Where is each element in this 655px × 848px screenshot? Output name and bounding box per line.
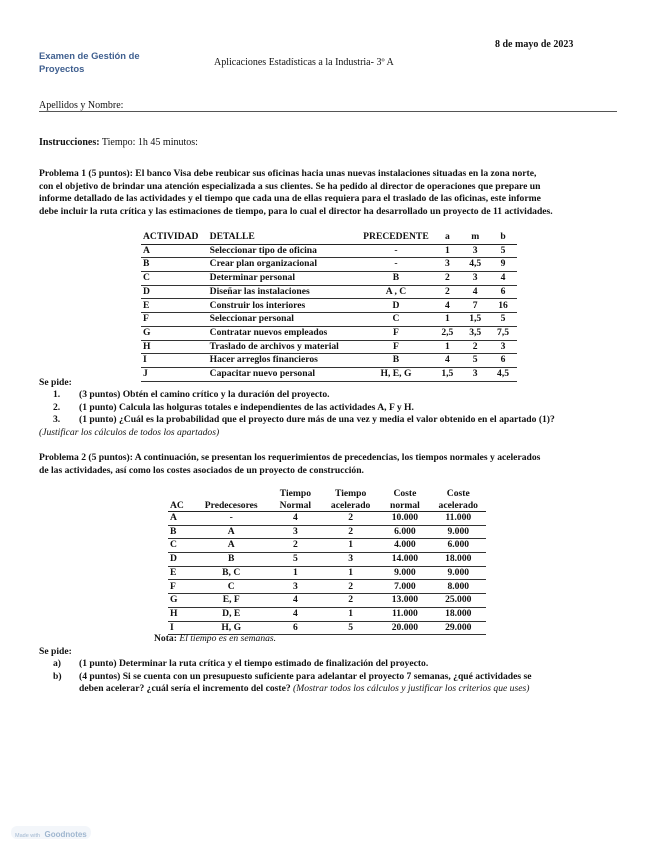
activity-cell-m: 5 [461, 354, 489, 368]
activity-cell-precedente: D [358, 299, 433, 313]
cost-cell-tiempo-acelerado: 2 [322, 512, 379, 526]
activity-cell-actividad: A [141, 244, 208, 258]
cost-cell-ac: E [168, 566, 194, 580]
activity-cell-precedente: B [358, 272, 433, 286]
activity-cell-a: 1 [433, 244, 461, 258]
activity-cell-m: 2 [461, 340, 489, 354]
question-2-text: (1 punto) Calcula las holguras totales e independientes de las actividades A, F y H. [79, 401, 414, 413]
activity-cell-b: 5 [489, 313, 517, 327]
question-b [39, 671, 639, 684]
cost-cell-ac: I [168, 621, 194, 635]
problem2-se-pide: Se pide: [39, 646, 72, 657]
activity-row [141, 340, 517, 354]
cost-cell-ac: G [168, 594, 194, 608]
activity-cell-actividad: E [141, 299, 208, 313]
cost-row [168, 594, 486, 608]
cost-cell-tiempo-acelerado: 3 [322, 553, 379, 567]
activity-row [141, 244, 517, 258]
question-1-num: 1. [53, 389, 61, 400]
cost-cell-tiempo-normal: 5 [269, 553, 322, 567]
exam-date: 8 de mayo de 2023 [495, 39, 574, 50]
activity-cell-detalle: Diseñar las instalaciones [208, 285, 359, 299]
activity-cell-detalle: Hacer arreglos financieros [208, 354, 359, 368]
cost-cell-coste-acelerado: 8.000 [431, 580, 486, 594]
activity-cell-precedente: C [358, 313, 433, 327]
activity-cell-actividad: B [141, 258, 208, 272]
cost-cell-tiempo-acelerado: 1 [322, 539, 379, 553]
cost-cell-tiempo-acelerado: 5 [322, 621, 379, 635]
cost-row [168, 607, 486, 621]
col-predecesores: Predecesores [194, 488, 269, 512]
col-coste-acelerado: Coste acelerado [431, 488, 486, 512]
activity-cell-m: 7 [461, 299, 489, 313]
activity-cell-detalle: Construir los interiores [208, 299, 359, 313]
question-2-num: 2. [53, 401, 61, 413]
activity-cell-a: 2 [433, 285, 461, 299]
activity-cell-precedente: H, E, G [358, 367, 433, 381]
cost-cell-ac: F [168, 580, 194, 594]
cost-cell-coste-acelerado: 9.000 [431, 525, 486, 539]
cost-cell-coste-normal: 13.000 [379, 594, 430, 608]
activity-cell-a: 2,5 [433, 326, 461, 340]
activity-cell-actividad: J [141, 367, 208, 381]
cost-cell-coste-normal: 11.000 [379, 607, 430, 621]
activity-cell-b: 7,5 [489, 326, 517, 340]
activity-row [141, 313, 517, 327]
activity-cell-detalle: Seleccionar tipo de oficina [208, 244, 359, 258]
activities-table-header [141, 231, 517, 244]
cost-cell-predecesores: B, C [194, 566, 269, 580]
costs-table-header [168, 488, 486, 512]
cost-row [168, 553, 486, 567]
cost-cell-coste-normal: 6.000 [379, 525, 430, 539]
problem2-questions [39, 658, 639, 696]
activity-cell-actividad: H [141, 340, 208, 354]
cost-cell-coste-acelerado: 11.000 [431, 512, 486, 526]
cost-cell-coste-acelerado: 29.000 [431, 621, 486, 635]
activity-cell-precedente: F [358, 340, 433, 354]
cost-cell-coste-acelerado: 6.000 [431, 539, 486, 553]
cost-cell-tiempo-acelerado: 2 [322, 580, 379, 594]
cost-cell-predecesores: E, F [194, 594, 269, 608]
problem2-note [154, 633, 276, 646]
cost-cell-predecesores: B [194, 553, 269, 567]
activity-cell-a: 1 [433, 340, 461, 354]
course-title: Aplicaciones Estadísticas a la Industria- 3º A [214, 57, 394, 68]
problem1-heading: Problema 1 (5 puntos): [39, 168, 133, 179]
cost-row [168, 525, 486, 539]
exam-title [39, 49, 140, 75]
cost-cell-coste-normal: 10.000 [379, 512, 430, 526]
activity-cell-m: 4 [461, 285, 489, 299]
question-b-line1: (4 puntos) Si se cuenta con un presupuesto suficiente para adelantar el proyecto 7 semanas, ¿qué actividades se [79, 670, 532, 682]
cost-cell-coste-acelerado: 18.000 [431, 553, 486, 567]
instructions-time: Tiempo: 1h 45 minutos: [101, 137, 198, 148]
cost-cell-coste-acelerado: 25.000 [431, 594, 486, 608]
col-ac: AC [168, 488, 194, 512]
question-a-text: (1 punto) Determinar la ruta crítica y el tiempo estimado de finalización del proyecto. [79, 658, 429, 669]
activity-cell-detalle: Capacitar nuevo personal [208, 367, 359, 381]
activity-cell-m: 4,5 [461, 258, 489, 272]
cost-cell-coste-normal: 4.000 [379, 539, 430, 553]
col-b: b [489, 231, 517, 244]
activity-cell-b: 4 [489, 272, 517, 286]
activity-cell-actividad: C [141, 272, 208, 286]
problem2-note-text: El tiempo es en semanas. [179, 633, 277, 644]
activity-cell-b: 5 [489, 244, 517, 258]
cost-row [168, 512, 486, 526]
cost-cell-coste-normal: 20.000 [379, 621, 430, 635]
activity-cell-b: 4,5 [489, 367, 517, 381]
activity-cell-m: 1,5 [461, 313, 489, 327]
activity-cell-b: 9 [489, 258, 517, 272]
activity-cell-b: 16 [489, 299, 517, 313]
question-1-text: (3 puntos) Obtén el camino crítico y la duración del proyecto. [79, 389, 330, 400]
activity-row [141, 258, 517, 272]
goodnotes-watermark [11, 826, 91, 839]
activity-cell-precedente: - [358, 258, 433, 272]
name-label: Apellidos y Nombre: [39, 100, 124, 111]
exam-title-line2: Proyectos [39, 63, 85, 74]
problem1-text-l3: informe detallado de las actividades y el tiempo que cada una de ellas requiera para el traslado de las oficinas, este informe [39, 193, 541, 204]
cost-cell-ac: H [168, 607, 194, 621]
activity-cell-actividad: F [141, 313, 208, 327]
cost-cell-coste-normal: 9.000 [379, 566, 430, 580]
cost-row [168, 580, 486, 594]
activity-cell-detalle: Determinar personal [208, 272, 359, 286]
cost-cell-tiempo-normal: 4 [269, 607, 322, 621]
exam-title-line1: Examen de Gestión de [39, 50, 140, 61]
cost-cell-tiempo-acelerado: 1 [322, 607, 379, 621]
activity-cell-m: 3 [461, 272, 489, 286]
activity-cell-b: 3 [489, 340, 517, 354]
question-a [39, 658, 639, 671]
question-2 [39, 402, 639, 415]
activity-cell-m: 3 [461, 367, 489, 381]
cost-row [168, 566, 486, 580]
watermark-brand: Goodnotes [44, 830, 87, 839]
cost-cell-predecesores: C [194, 580, 269, 594]
activity-cell-actividad: I [141, 354, 208, 368]
cost-cell-predecesores: D, E [194, 607, 269, 621]
cost-cell-ac: C [168, 539, 194, 553]
problem2-heading: Problema 2 (5 puntos): [39, 452, 133, 463]
activity-cell-precedente: A , C [358, 285, 433, 299]
problem1-text-l4: debe incluir la ruta crítica y las estimaciones de tiempo, para lo cual el director ha desarrollado un proyecto de 11 actividades. [39, 205, 553, 217]
cost-cell-coste-normal: 14.000 [379, 553, 430, 567]
activity-cell-actividad: G [141, 326, 208, 340]
activity-cell-actividad: D [141, 285, 208, 299]
activity-cell-precedente: B [358, 354, 433, 368]
cost-cell-tiempo-normal: 6 [269, 621, 322, 635]
cost-cell-coste-normal: 7.000 [379, 580, 430, 594]
cost-cell-tiempo-acelerado: 2 [322, 525, 379, 539]
cost-cell-tiempo-normal: 3 [269, 525, 322, 539]
activity-cell-a: 2 [433, 272, 461, 286]
activity-cell-detalle: Traslado de archivos y material [208, 340, 359, 354]
question-b-line2: deben acelerar? ¿cuál sería el incremento del coste? [79, 683, 291, 694]
activity-cell-a: 4 [433, 354, 461, 368]
cost-cell-ac: D [168, 553, 194, 567]
col-tiempo-acelerado: Tiempo acelerado [322, 488, 379, 512]
cost-cell-tiempo-acelerado: 1 [322, 566, 379, 580]
problem1-questions [39, 389, 639, 427]
activity-cell-precedente: - [358, 244, 433, 258]
col-actividad: ACTIVIDAD [141, 231, 208, 244]
activity-cell-a: 1,5 [433, 367, 461, 381]
activity-cell-m: 3 [461, 244, 489, 258]
activity-row [141, 299, 517, 313]
cost-cell-predecesores: H, G [194, 621, 269, 635]
col-precedente: PRECEDENTE [358, 231, 433, 244]
question-3-num: 3. [53, 414, 61, 425]
question-3 [39, 414, 639, 427]
activity-cell-a: 3 [433, 258, 461, 272]
col-coste-normal: Coste normal [379, 488, 430, 512]
question-b-line2-italic: (Mostrar todos los cálculos y justificar los criterios que uses) [293, 683, 530, 694]
activity-cell-a: 4 [433, 299, 461, 313]
activity-cell-precedente: F [358, 326, 433, 340]
instructions-label: Instrucciones: [39, 137, 100, 148]
cost-cell-predecesores: A [194, 525, 269, 539]
question-b-num: b) [53, 670, 62, 682]
col-detalle: DETALLE [208, 231, 359, 244]
activity-cell-b: 6 [489, 354, 517, 368]
activity-row [141, 272, 517, 286]
cost-cell-tiempo-normal: 3 [269, 580, 322, 594]
cost-cell-tiempo-normal: 4 [269, 512, 322, 526]
watermark-made-with: Made with [15, 833, 41, 839]
problem1-se-pide: Se pide: [39, 377, 72, 388]
cost-cell-tiempo-acelerado: 2 [322, 594, 379, 608]
cost-cell-predecesores: - [194, 512, 269, 526]
problem2-statement [39, 452, 629, 477]
cost-cell-tiempo-normal: 2 [269, 539, 322, 553]
question-3-text: (1 punto) ¿Cuál es la probabilidad que el proyecto dure más de una vez y media el valor obtenido en el apartado (1)? [79, 414, 555, 425]
problem1-text-l2: con el objetivo de brindar una atención especializada a sus clientes. Se ha pedido al director de operaciones que prepare un [39, 180, 541, 192]
activity-cell-detalle: Contratar nuevos empleados [208, 326, 359, 340]
cost-cell-predecesores: A [194, 539, 269, 553]
problem1-note: (Justificar los cálculos de todos los apartados) [39, 427, 220, 438]
activity-row [141, 326, 517, 340]
problem2-text-l1: A continuación, se presentan los requerimientos de precedencias, los tiempos normales y acelerados [132, 452, 541, 463]
cost-cell-ac: B [168, 525, 194, 539]
activities-table [141, 231, 517, 382]
cost-cell-tiempo-normal: 4 [269, 594, 322, 608]
instructions [39, 137, 198, 148]
activity-row [141, 354, 517, 368]
cost-row [168, 539, 486, 553]
activity-row [141, 285, 517, 299]
question-1 [39, 389, 639, 402]
activity-cell-b: 6 [489, 285, 517, 299]
costs-table [168, 488, 486, 635]
cost-cell-coste-acelerado: 9.000 [431, 566, 486, 580]
problem1-statement [39, 168, 629, 218]
activity-cell-a: 1 [433, 313, 461, 327]
activity-cell-m: 3,5 [461, 326, 489, 340]
cost-cell-tiempo-normal: 1 [269, 566, 322, 580]
cost-cell-ac: A [168, 512, 194, 526]
col-tiempo-normal: Tiempo Normal [269, 488, 322, 512]
col-a: a [433, 231, 461, 244]
question-b-cont [39, 683, 639, 696]
problem2-note-label: Nota: [154, 633, 177, 644]
problem2-text-l2: de las actividades, así como los costes asociados de un proyecto de construcción. [39, 464, 364, 476]
cost-cell-coste-acelerado: 18.000 [431, 607, 486, 621]
activity-row [141, 367, 517, 381]
activity-cell-detalle: Seleccionar personal [208, 313, 359, 327]
activity-cell-detalle: Crear plan organizacional [208, 258, 359, 272]
question-a-num: a) [53, 658, 61, 669]
header-divider [39, 111, 617, 112]
col-m: m [461, 231, 489, 244]
problem1-text-l1: El banco Visa debe reubicar sus oficinas hacia unas nuevas instalaciones situadas en la zona norte, [132, 168, 537, 179]
